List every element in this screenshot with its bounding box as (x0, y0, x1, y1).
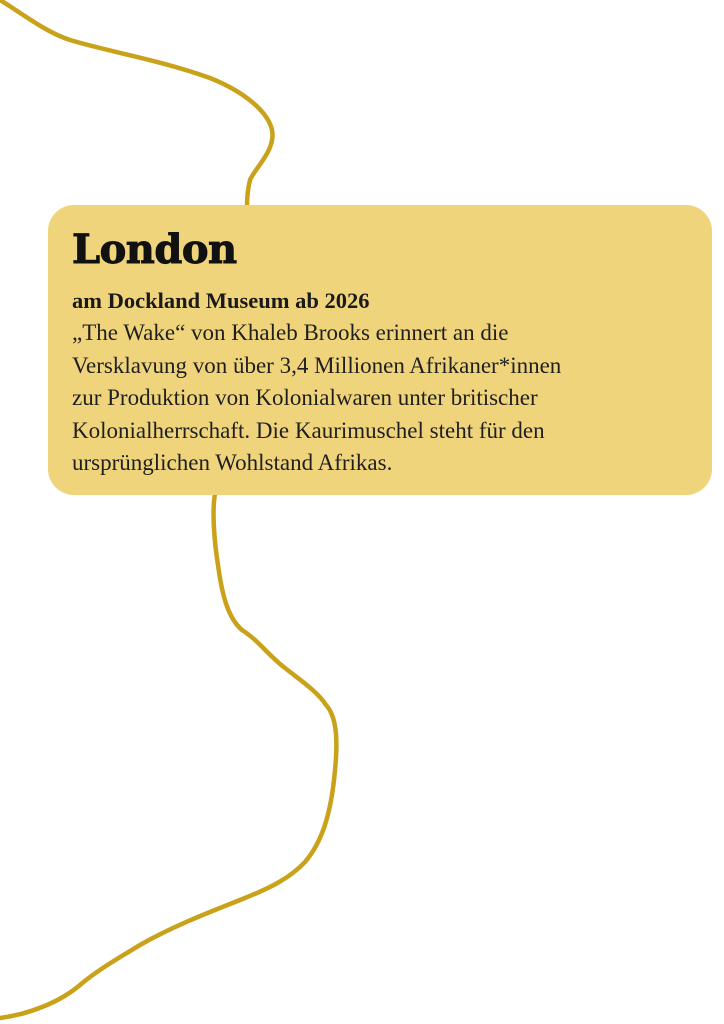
location-title: London (72, 226, 237, 273)
description-line: zur Produktion von Kolonialwaren unter britischer (72, 385, 538, 410)
route-line-lower (0, 494, 336, 1018)
description-line: „The Wake“ von Khaleb Brooks erinnert an die (72, 320, 509, 345)
location-description (72, 317, 696, 480)
description-line: Kolonialherrschaft. Die Kaurimuschel steht für den (72, 417, 545, 443)
description-line: ursprünglichen Wohlstand Afrikas. (72, 450, 393, 475)
location-subtitle: am Dockland Museum ab 2026 (72, 288, 370, 313)
location-card (48, 205, 712, 495)
route-line-upper (0, 0, 273, 206)
description-line: Versklavung von über 3,4 Millionen Afrikaner*innen (72, 352, 562, 378)
